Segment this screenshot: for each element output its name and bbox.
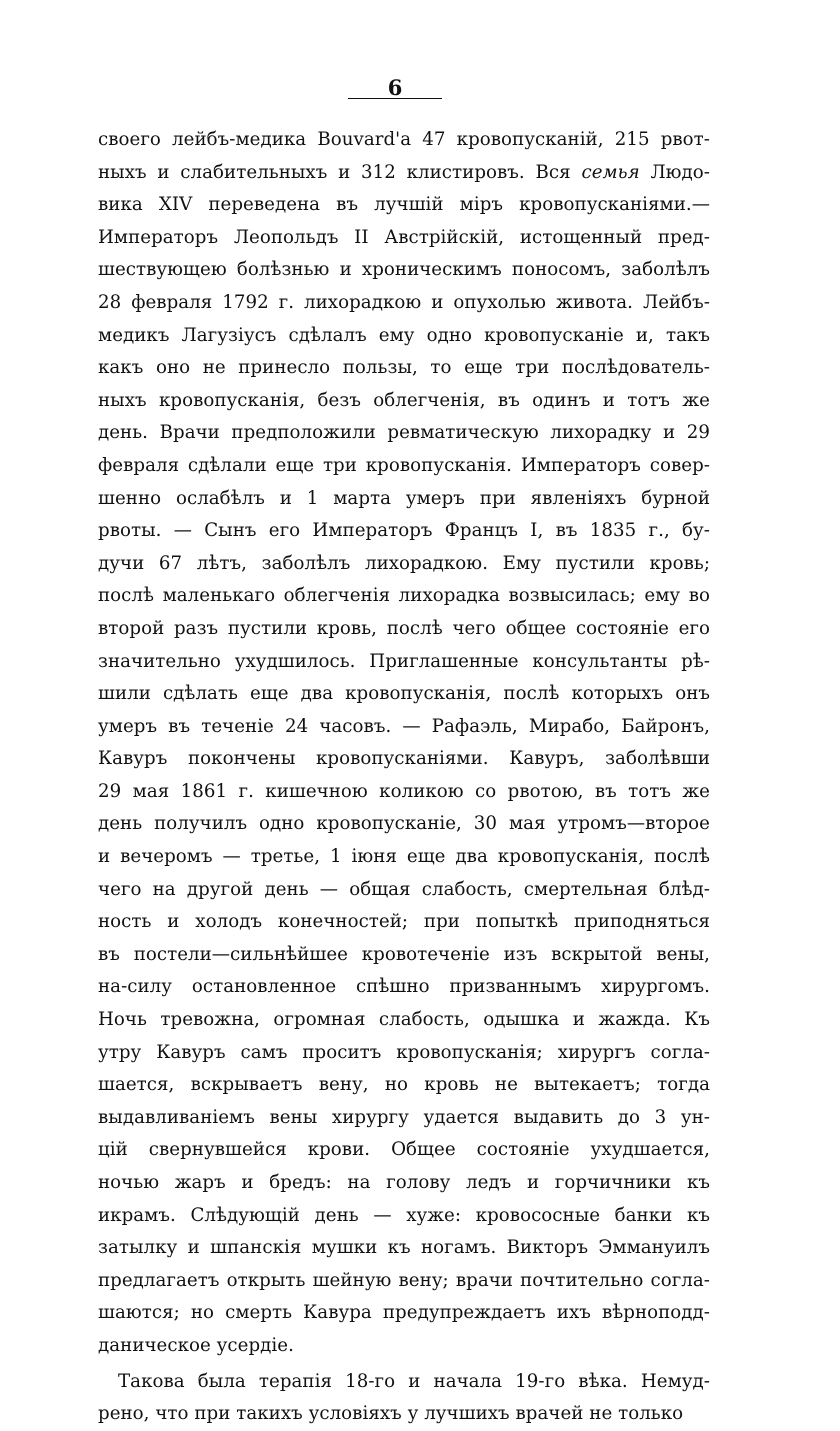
text-line: какъ оно не принесло пользы, то еще три послѣдователь- — [98, 357, 710, 379]
text-line: дучи 67 лѣтъ, заболѣлъ лихорадкою. Ему пустили кровь; — [98, 552, 710, 574]
text-line: утру Кавуръ самъ проситъ кровопусканія; хирургъ согла- — [98, 1041, 710, 1063]
text-line: день получилъ одно кровопусканіе, 30 мая утромъ—второе — [98, 813, 710, 835]
text-line: икрамъ. Слѣдующій день — хуже: кровососные банки къ — [98, 1204, 710, 1226]
text-block — [98, 124, 710, 1431]
page-number: 6 — [387, 75, 403, 100]
paragraph — [98, 124, 710, 1363]
text-line: февраля сдѣлали еще три кровопусканія. Императоръ совер- — [98, 454, 710, 476]
text-line: значительно ухудшилось. Приглашенные консультанты рѣ- — [98, 650, 710, 672]
text-line: чего на другой день — общая слабость, смертельная блѣд- — [98, 878, 710, 900]
text-line: шается, вскрываетъ вену, но кровь не вытекаетъ; тогда — [98, 1074, 710, 1096]
text-line: рено, что при такихъ условіяхъ у лучшихъ врачей не только — [98, 1403, 684, 1425]
text-line: цій свернувшейся крови. Общее состояніе ухудшается, — [98, 1139, 710, 1161]
text-line: Такова была терапія 18-го и начала 19-го вѣка. Немуд- — [118, 1370, 710, 1392]
text-line: Кавуръ покончены кровопусканіями. Кавуръ, заболѣвши — [98, 748, 710, 770]
text-line: послѣ маленькаго облегченія лихорадка возвысилась; ему во — [98, 585, 710, 607]
text-line: Императоръ Леопольдъ II Австрійскій, истощенный пред- — [98, 226, 710, 248]
text-line: и вечеромъ — третье, 1 іюня еще два кровопусканія, послѣ — [98, 846, 710, 868]
text-line: ныхъ кровопусканія, безъ облегченія, въ одинъ и тотъ же — [98, 389, 710, 411]
text-line: шенно ослабѣлъ и 1 марта умеръ при явленіяхъ бурной — [98, 487, 710, 509]
text-line: второй разъ пустили кровь, послѣ чего общее состояніе его — [98, 617, 710, 639]
text-line: затылку и шпанскія мушки къ ногамъ. Викторъ Эммануилъ — [98, 1237, 710, 1259]
text-line: шили сдѣлать еще два кровопусканія, послѣ которыхъ онъ — [98, 683, 710, 705]
text-line: умеръ въ теченіе 24 часовъ. — Рафаэль, Мирабо, Байронъ, — [98, 715, 710, 737]
text-line: выдавливаніемъ вены хирургу удается выдавить до 3 ун- — [98, 1106, 710, 1128]
text-line: ность и холодъ конечностей; при попыткѣ приподняться — [98, 911, 710, 933]
paragraph — [98, 1363, 710, 1431]
text-line: 28 февраля 1792 г. лихорадкою и опухолью живота. Лейбъ- — [98, 291, 710, 313]
text-line: шествующею болѣзнью и хроническимъ поносомъ, заболѣлъ — [98, 259, 710, 281]
text-line: даническое усердіе. — [98, 1334, 294, 1356]
text-line: на-силу остановленное спѣшно призваннымъ хирургомъ. — [98, 976, 710, 998]
text-line: ночью жаръ и бредъ: на голову ледъ и горчичники къ — [98, 1172, 710, 1193]
text-line: 29 мая 1861 г. кишечною коликою со рвотою, въ тотъ же — [98, 780, 710, 802]
text-line: рвоты. — Сынъ его Императоръ Францъ I, въ 1835 г., бу- — [98, 520, 710, 542]
text-line: Ночь тревожна, огромная слабость, одышка и жажда. Къ — [98, 1009, 710, 1031]
text-line: медикъ Лагузіусъ сдѣлалъ ему одно кровопусканіе и, такъ — [98, 324, 710, 346]
text-line: предлагаетъ открыть шейную вену; врачи почтительно согла- — [98, 1269, 710, 1291]
text-line: въ постели—сильнѣйшее кровотеченіе изъ вскрытой вены, — [98, 943, 710, 965]
text-line: ныхъ и слабительныхъ и 312 клистировъ. Вся семья Людо- — [98, 161, 710, 183]
text-line: вика XIV переведена въ лучшій міръ кровопусканіями.— — [98, 194, 710, 216]
text-line: своего лейбъ-медика Bouvard'а 47 кровопусканій, 215 рвот- — [98, 129, 710, 150]
text-line: шаются; но смерть Кавура предупреждаетъ ихъ вѣрноподд- — [98, 1302, 710, 1324]
text-line: день. Врачи предположили ревматическую лихорадку и 29 — [98, 422, 710, 444]
page-number-rule — [348, 98, 442, 99]
emphasis: семья — [581, 161, 640, 183]
